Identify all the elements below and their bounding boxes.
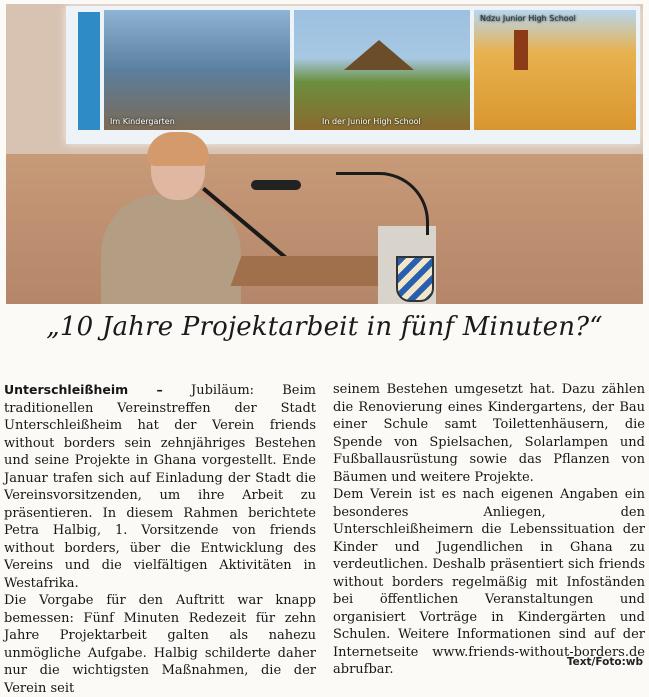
paragraph-1 [4,381,316,592]
dateline: Unterschleißheim – [4,382,163,397]
speaker-hair [147,132,209,166]
article-photo [6,4,643,304]
slide-caption-1: Im Kindergarten [110,117,175,126]
paragraph-3: seinem Bestehen umgesetzt hat. Dazu zählen die Renovierung eines Kindergartens, der Bau einer Schule samt Toilettenhäusern, die Spende von Spielsachen, Solarlampen und Fußballausrüstung sowie das Pflanzen von Bäumen und weitere Projekte. [333,382,645,485]
hut-roof [344,40,414,70]
slide-photo-kindergarten [104,10,290,130]
slide-strip [78,12,100,130]
paragraph-1-text: Jubiläum: Beim traditionellen Vereinstreffen der Stadt Unterschleißheim hat der Verein friends without borders sein zehnjähriges Bestehen und seine Projekte in Ghana vorgestellt. Ende Januar trafen sich auf Einladung der Stadt die Vereinsvorsitzenden, um ihre Arbeit zu präsentieren. In diesem Rahmen berichtete Petra Halbig, 1. Vorsitzende von friends without borders, über die Entwicklung des Vereins und die vielfältigen Aktivitäten in Westafrika. [4,383,316,591]
projection-screen [66,6,640,144]
slide-caption-3: Ndzu Junior High School [480,14,576,23]
photo-credit: Text/Foto:wb [566,656,643,668]
speaker-body [101,194,241,304]
paragraph-2: Die Vorgabe für den Auftritt war knapp bemessen: Fünf Minuten Redezeit für zehn Jahre Projektarbeit galten als nahezu unmögliche Aufgabe. Halbig schilderte daher nur die wichtigsten Maßnahmen, die der Verein seit [4,593,316,696]
microphone [251,180,301,190]
city-crest-icon [396,256,434,302]
article-column-left [4,381,316,697]
slide-photo-hut [294,10,470,130]
article-column-right [333,381,645,679]
article-headline: „10 Jahre Projektarbeit in fünf Minuten?“ [46,312,603,342]
slide-caption-2: In der Junior High School [322,117,421,126]
lectern-shelf [231,256,392,286]
paragraph-4: Dem Verein ist es nach eigenen Angaben ein besonderes Anliegen, den Unterschleißheimern die Lebenssituation der Kinder und Jugendlichen in Ghana zu verdeutlichen. Deshalb präsentiert sich friends without borders regelmäßig mit Infoständen bei öffentlichen Veranstaltungen und organisiert Vorträge in Kindergärten und Schulen. Weitere Informationen sind auf der Internetseite www.friends-without-borders.de abrufbar. [333,487,645,677]
school-door [514,30,528,70]
slide-photo-school [474,10,636,130]
